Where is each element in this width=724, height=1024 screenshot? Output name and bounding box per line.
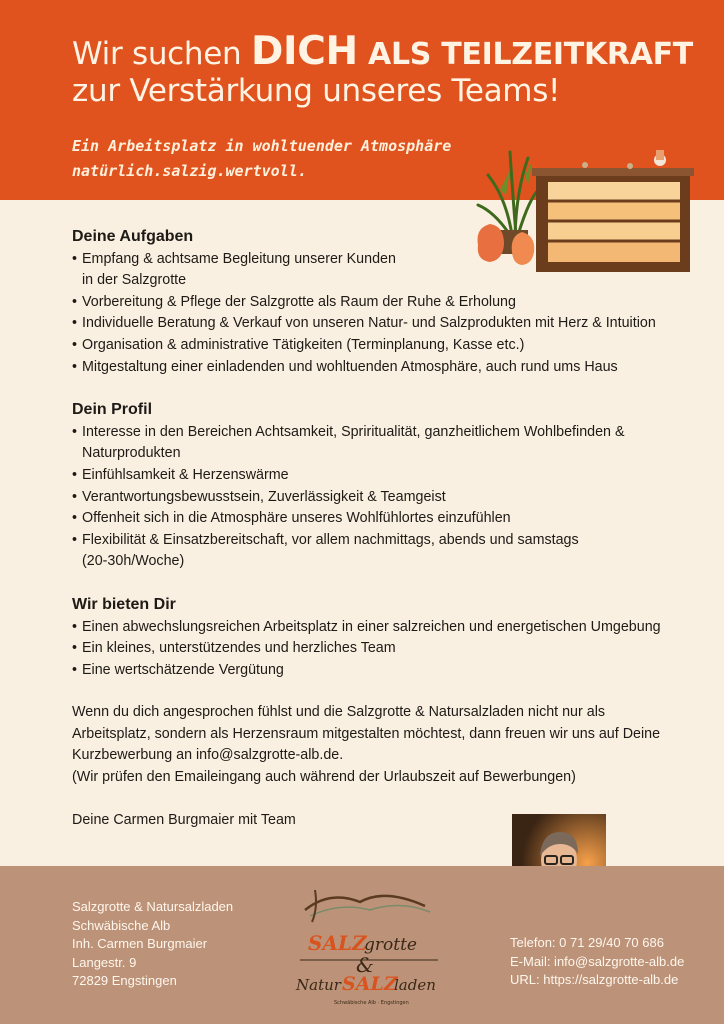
main-content (72, 226, 672, 831)
svg-text:Schwäbische Alb · Engstingen: Schwäbische Alb · Engstingen (334, 1000, 409, 1006)
headline-caps: ALS TEILZEITKRAFT (357, 37, 693, 72)
svg-text:SALZ: SALZ (308, 931, 367, 955)
offer-list (72, 617, 672, 682)
svg-text:Natur: Natur (296, 976, 341, 994)
list-item: • Mitgestaltung einer einladenden und wohltuenden Atmosphäre, auch rund ums Haus (72, 357, 672, 379)
profile-list (72, 422, 672, 573)
list-item-continuation: in der Salzgrotte (82, 272, 187, 289)
svg-text:laden: laden (394, 976, 436, 994)
tagline-line-1: Ein Arbeitsplatz in wohltuender Atmosphäre (72, 137, 452, 155)
closing-line: Kurzbewerbung an info@salzgrotte-alb.de. (72, 747, 344, 764)
section-title: Dein Profil (72, 401, 153, 419)
list-item-continuation: (20-30h/Woche) (82, 553, 185, 570)
address-line: Salzgrotte & Natursalzladen (72, 899, 234, 914)
address-line: 72829 Engstingen (72, 973, 177, 988)
list-item-continuation: Naturprodukten (82, 445, 181, 462)
list-item: • Organisation & administrative Tätigkeiten (Terminplanung, Kasse etc.) (72, 335, 672, 357)
list-item: • Einfühlsamkeit & Herzenswärme (72, 465, 672, 487)
list-item: • Flexibilität & Einsatzbereitschaft, vor allem nachmittags, abends und samstags (72, 530, 672, 552)
list-item: • Empfang & achtsame Begleitung unserer Kunden (72, 249, 672, 271)
list-item: • Eine wertschätzende Vergütung (72, 660, 672, 682)
website-link[interactable]: URL: https://salzgrotte-alb.de (510, 972, 679, 987)
headline-text: Wir suchen (72, 36, 251, 72)
list-item: • Vorbereitung & Pflege der Salzgrotte als Raum der Ruhe & Erholung (72, 292, 672, 314)
tagline (72, 134, 451, 184)
signature: Deine Carmen Burgmaier mit Team (72, 811, 296, 828)
closing-line: Wenn du dich angesprochen fühlst und die Salzgrotte & Natursalzladen nicht nur als (72, 704, 606, 721)
footer (0, 866, 724, 1024)
list-item: • Interesse in den Bereichen Achtsamkeit, Spriritualität, ganzheitlichem Wohlbefinden & (72, 422, 672, 444)
headline-line-2: zur Verstärkung unseres Teams! (72, 72, 561, 109)
headline-emphasis: DICH (250, 29, 358, 74)
headline-line-1 (72, 30, 693, 74)
email-link[interactable]: E-Mail: info@salzgrotte-alb.de (510, 953, 685, 969)
section-bieten (72, 594, 672, 681)
svg-text:&: & (356, 953, 374, 977)
list-item: • Individuelle Beratung & Verkauf von unseren Natur- und Salzprodukten mit Herz & Intuition (72, 313, 672, 335)
section-title: Deine Aufgaben (72, 228, 194, 245)
svg-text:SALZ: SALZ (342, 973, 398, 995)
footer-address (72, 898, 233, 991)
list-item: • Verantwortungsbewusstsein, Zuverlässigkeit & Teamgeist (72, 487, 672, 509)
svg-text:grotte: grotte (364, 935, 417, 955)
address-line: Langestr. 9 (72, 954, 137, 970)
section-title: Wir bieten Dir (72, 595, 176, 613)
headline (72, 30, 693, 108)
salzgrotte-logo (290, 880, 450, 1010)
list-item: • Einen abwechslungsreichen Arbeitsplatz in einer salzreichen und energetischen Umgebung (72, 617, 672, 639)
phone-text: Telefon: 0 71 29/40 70 686 (510, 935, 664, 950)
closing-line: Arbeitsplatz, sondern als Herzensraum mitgestalten möchtest, dann freuen wir uns auf Deine (72, 725, 661, 742)
closing-line: (Wir prüfen den Emaileingang auch während der Urlaubszeit auf Bewerbungen) (72, 769, 576, 786)
task-list (72, 249, 672, 379)
section-profil (72, 399, 672, 573)
closing-paragraph (72, 702, 672, 788)
tagline-line-2: natürlich.salzig.wertvoll. (72, 162, 307, 180)
address-line: Schwäbische Alb (72, 917, 171, 933)
list-item: • Ein kleines, unterstützendes und herzliches Team (72, 638, 672, 660)
footer-contact (510, 934, 684, 990)
address-line: Inh. Carmen Burgmaier (72, 936, 208, 951)
section-aufgaben (72, 226, 672, 378)
list-item: • Offenheit sich in die Atmosphäre unseres Wohlfühlortes einzufühlen (72, 508, 672, 530)
